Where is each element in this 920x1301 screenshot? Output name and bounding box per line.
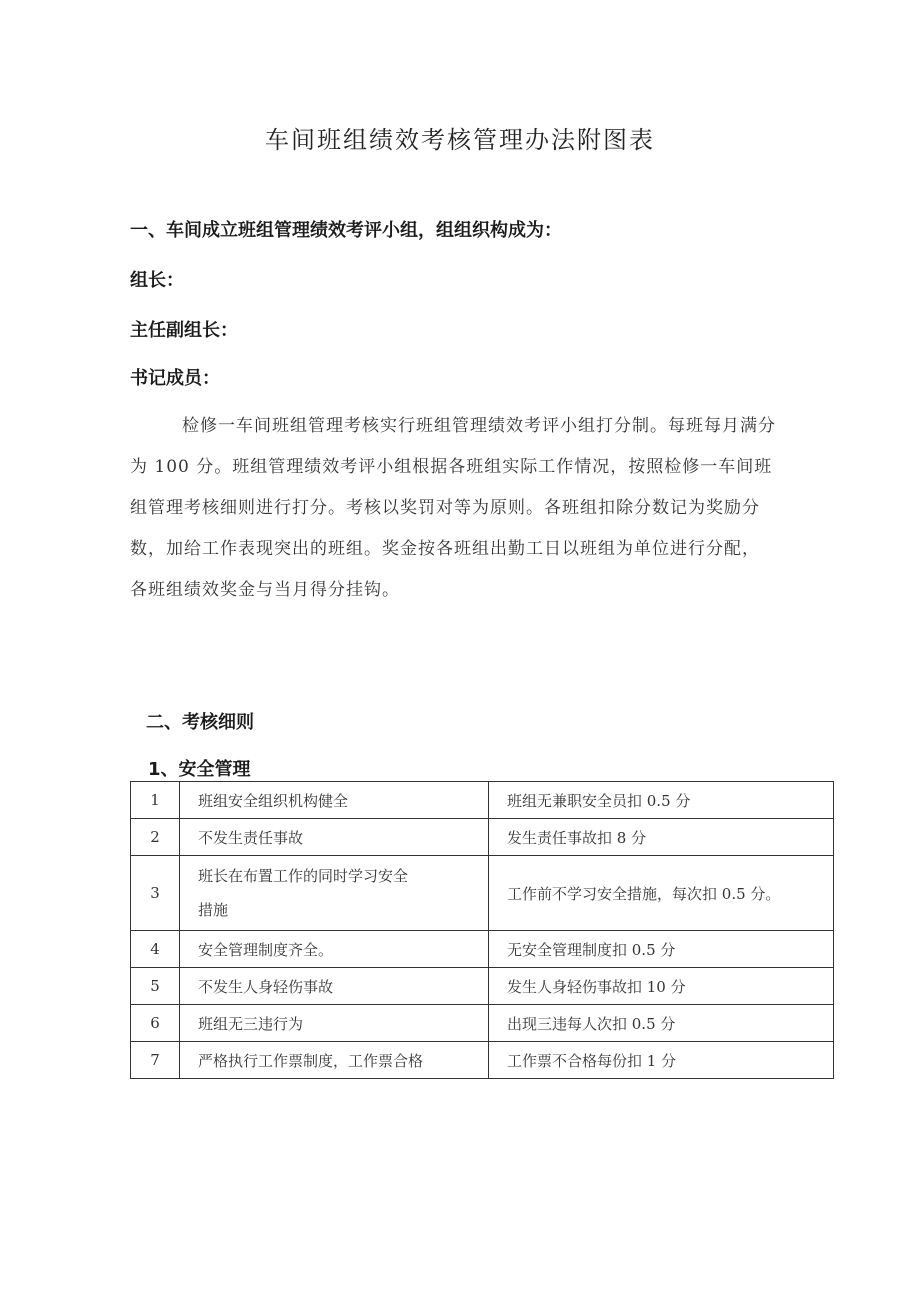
row-penalty: 发生责任事故扣 8 分 [489, 819, 834, 856]
row-penalty: 出现三违每人次扣 0.5 分 [489, 1005, 834, 1042]
section1-heading: 一、车间成立班组管理绩效考评小组，组组织构成为： [130, 220, 562, 241]
table-row [131, 968, 834, 1005]
section2-heading: 二、考核细则 [146, 712, 254, 733]
row-number: 4 [131, 931, 180, 968]
section1-paragraph [130, 406, 840, 611]
row-penalty: 无安全管理制度扣 0.5 分 [489, 931, 834, 968]
row-penalty: 班组无兼职安全员扣 0.5 分 [489, 782, 834, 819]
document-title: 车间班组绩效考核管理办法附图表 [265, 126, 655, 154]
paragraph-line: 为 100 分。班组管理绩效考评小组根据各班组实际工作情况，按照检修一车间班 [130, 457, 773, 477]
row-number: 2 [131, 819, 180, 856]
row-number: 1 [131, 782, 180, 819]
row-number: 7 [131, 1042, 180, 1079]
table-row [131, 931, 834, 968]
row-requirement: 不发生责任事故 [180, 819, 489, 856]
row-penalty: 工作票不合格每份扣 1 分 [489, 1042, 834, 1079]
paragraph-line: 检修一车间班组管理考核实行班组管理绩效考评小组打分制。每班每月满分 [182, 416, 776, 436]
requirement-line: 班长在布置工作的同时学习安全 [198, 867, 409, 885]
paragraph-line: 各班组绩效奖金与当月得分挂钩。 [130, 580, 400, 600]
table-row [131, 1005, 834, 1042]
row-number: 5 [131, 968, 180, 1005]
safety-subheading: 1、安全管理 [148, 759, 251, 780]
row-penalty: 工作前不学习安全措施，每次扣 0.5 分。 [489, 856, 834, 931]
table-row [131, 1042, 834, 1079]
row-requirement: 班组安全组织机构健全 [180, 782, 489, 819]
paragraph-line: 组管理考核细则进行打分。考核以奖罚对等为原则。各班组扣除分数记为奖励分 [130, 498, 760, 518]
row-requirement: 班组无三违行为 [180, 1005, 489, 1042]
row-requirement: 安全管理制度齐全。 [180, 931, 489, 968]
table-row [131, 819, 834, 856]
members-label: 书记成员： [130, 368, 220, 389]
requirement-line: 措施 [198, 901, 229, 919]
row-requirement: 严格执行工作票制度，工作票合格 [180, 1042, 489, 1079]
row-penalty: 发生人身轻伤事故扣 10 分 [489, 968, 834, 1005]
deputy-label: 主任副组长： [130, 320, 238, 341]
table-row [131, 856, 834, 931]
row-requirement [180, 856, 489, 931]
row-number: 3 [131, 856, 180, 931]
row-requirement: 不发生人身轻伤事故 [180, 968, 489, 1005]
safety-rules-table [130, 781, 834, 1079]
row-number: 6 [131, 1005, 180, 1042]
leader-label: 组长： [130, 270, 184, 291]
paragraph-line: 数，加给工作表现突出的班组。奖金按各班组出勤工日以班组为单位进行分配， [130, 539, 760, 559]
table-row [131, 782, 834, 819]
